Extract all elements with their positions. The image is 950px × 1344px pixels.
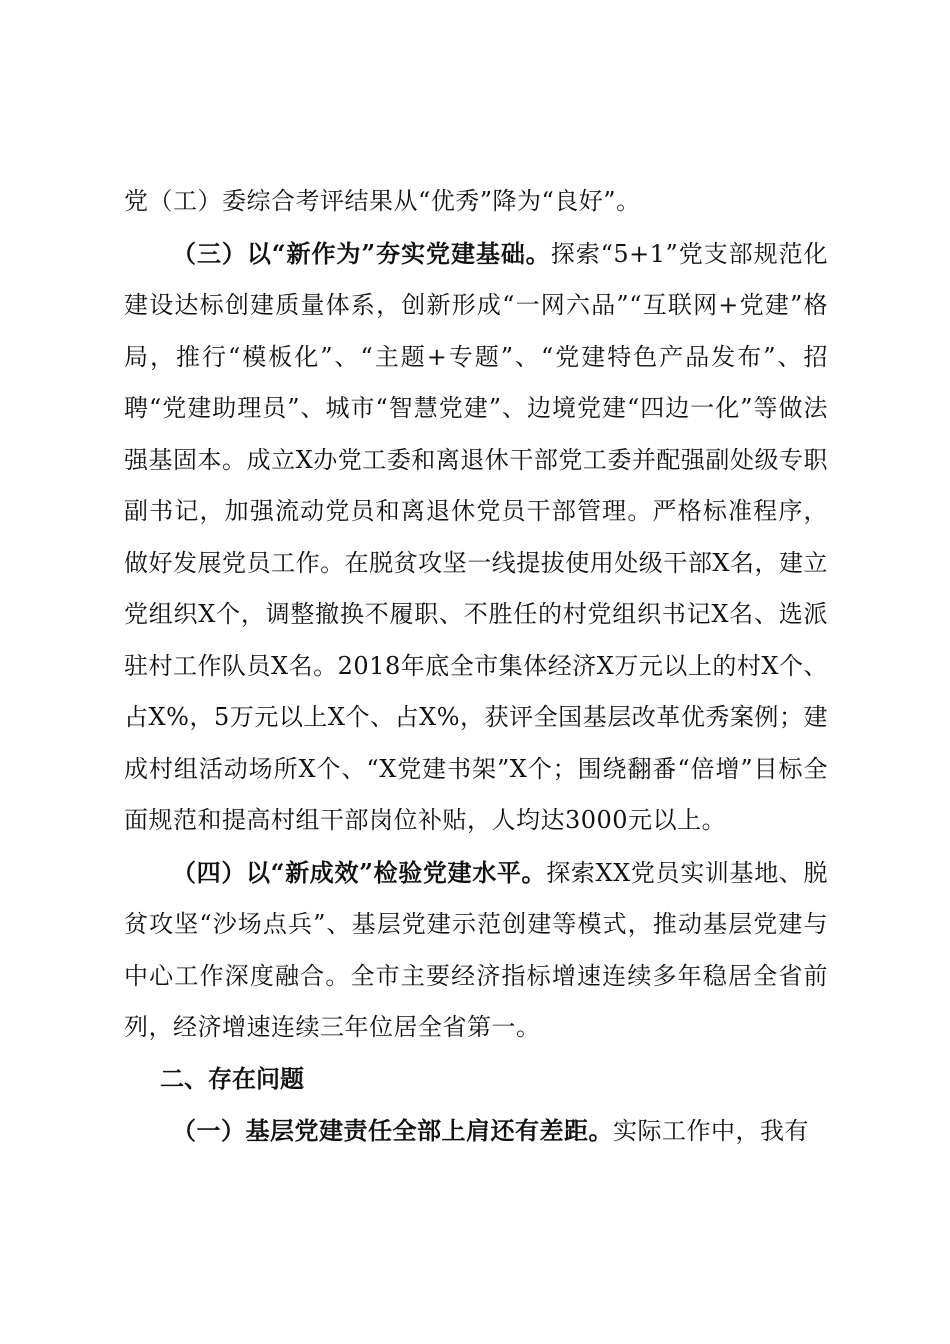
paragraph-section-4: [124, 847, 828, 1054]
paragraph-problem-1: [124, 1105, 828, 1158]
section-4-body: 探索XX党员实训基地、脱贫攻坚“沙场点兵”、基层党建示范创建等模式，推动基层党建与中心工作深度融合。全市主要经济指标增速连续多年稳居全省前列，经济增速连续三年位居全省第一。: [124, 858, 829, 1041]
paragraph-continuation: [124, 176, 828, 228]
section-3-lead: （三）以“新作为”夯实党建基础。: [172, 238, 551, 268]
paragraph-text: 党（工）委综合考评结果从“优秀”降为“良好”。: [124, 187, 641, 215]
section-4-lead: （四）以“新成效”检验党建水平。: [172, 857, 547, 887]
section-heading: 二、存在问题: [160, 1064, 304, 1093]
paragraph-section-3: [124, 228, 828, 847]
document-body: [124, 176, 828, 1158]
problem-1-lead: （一）基层党建责任全部上肩还有差距。: [172, 1116, 613, 1145]
section-3-body: 探索“5+1”党支部规范化建设达标创建质量体系，创新形成“一网六品”“互联网+党建”格局，推行“模板化”、“主题+专题”、“党建特色产品发布”、招聘“党建助理员”、城市“智慧党建”、边境党建“四边一化”等做法强基固本。成立X办党工委和离退休干部党工委并配强副处级专职副书记，加强流动党员和离退休党员干部管理。严格标准程序，做好发展党员工作。在脱贫攻坚一线提拔使用处级干部X名，建立党组织X个，调整撤换不履职、不胜任的村党组织书记X名、选派驻村工作队员X名。2018年底全市集体经济X万元以上的村X个、占X%，5万元以上X个、占X%，获评全国基层改革优秀案例；建成村组活动场所X个、“X党建书架”X个；围绕翻番“倍增”目标全面规范和提高村组干部岗位补贴，人均达3000元以上。: [124, 239, 829, 834]
problem-1-body: 实际工作中，我有: [613, 1117, 809, 1145]
